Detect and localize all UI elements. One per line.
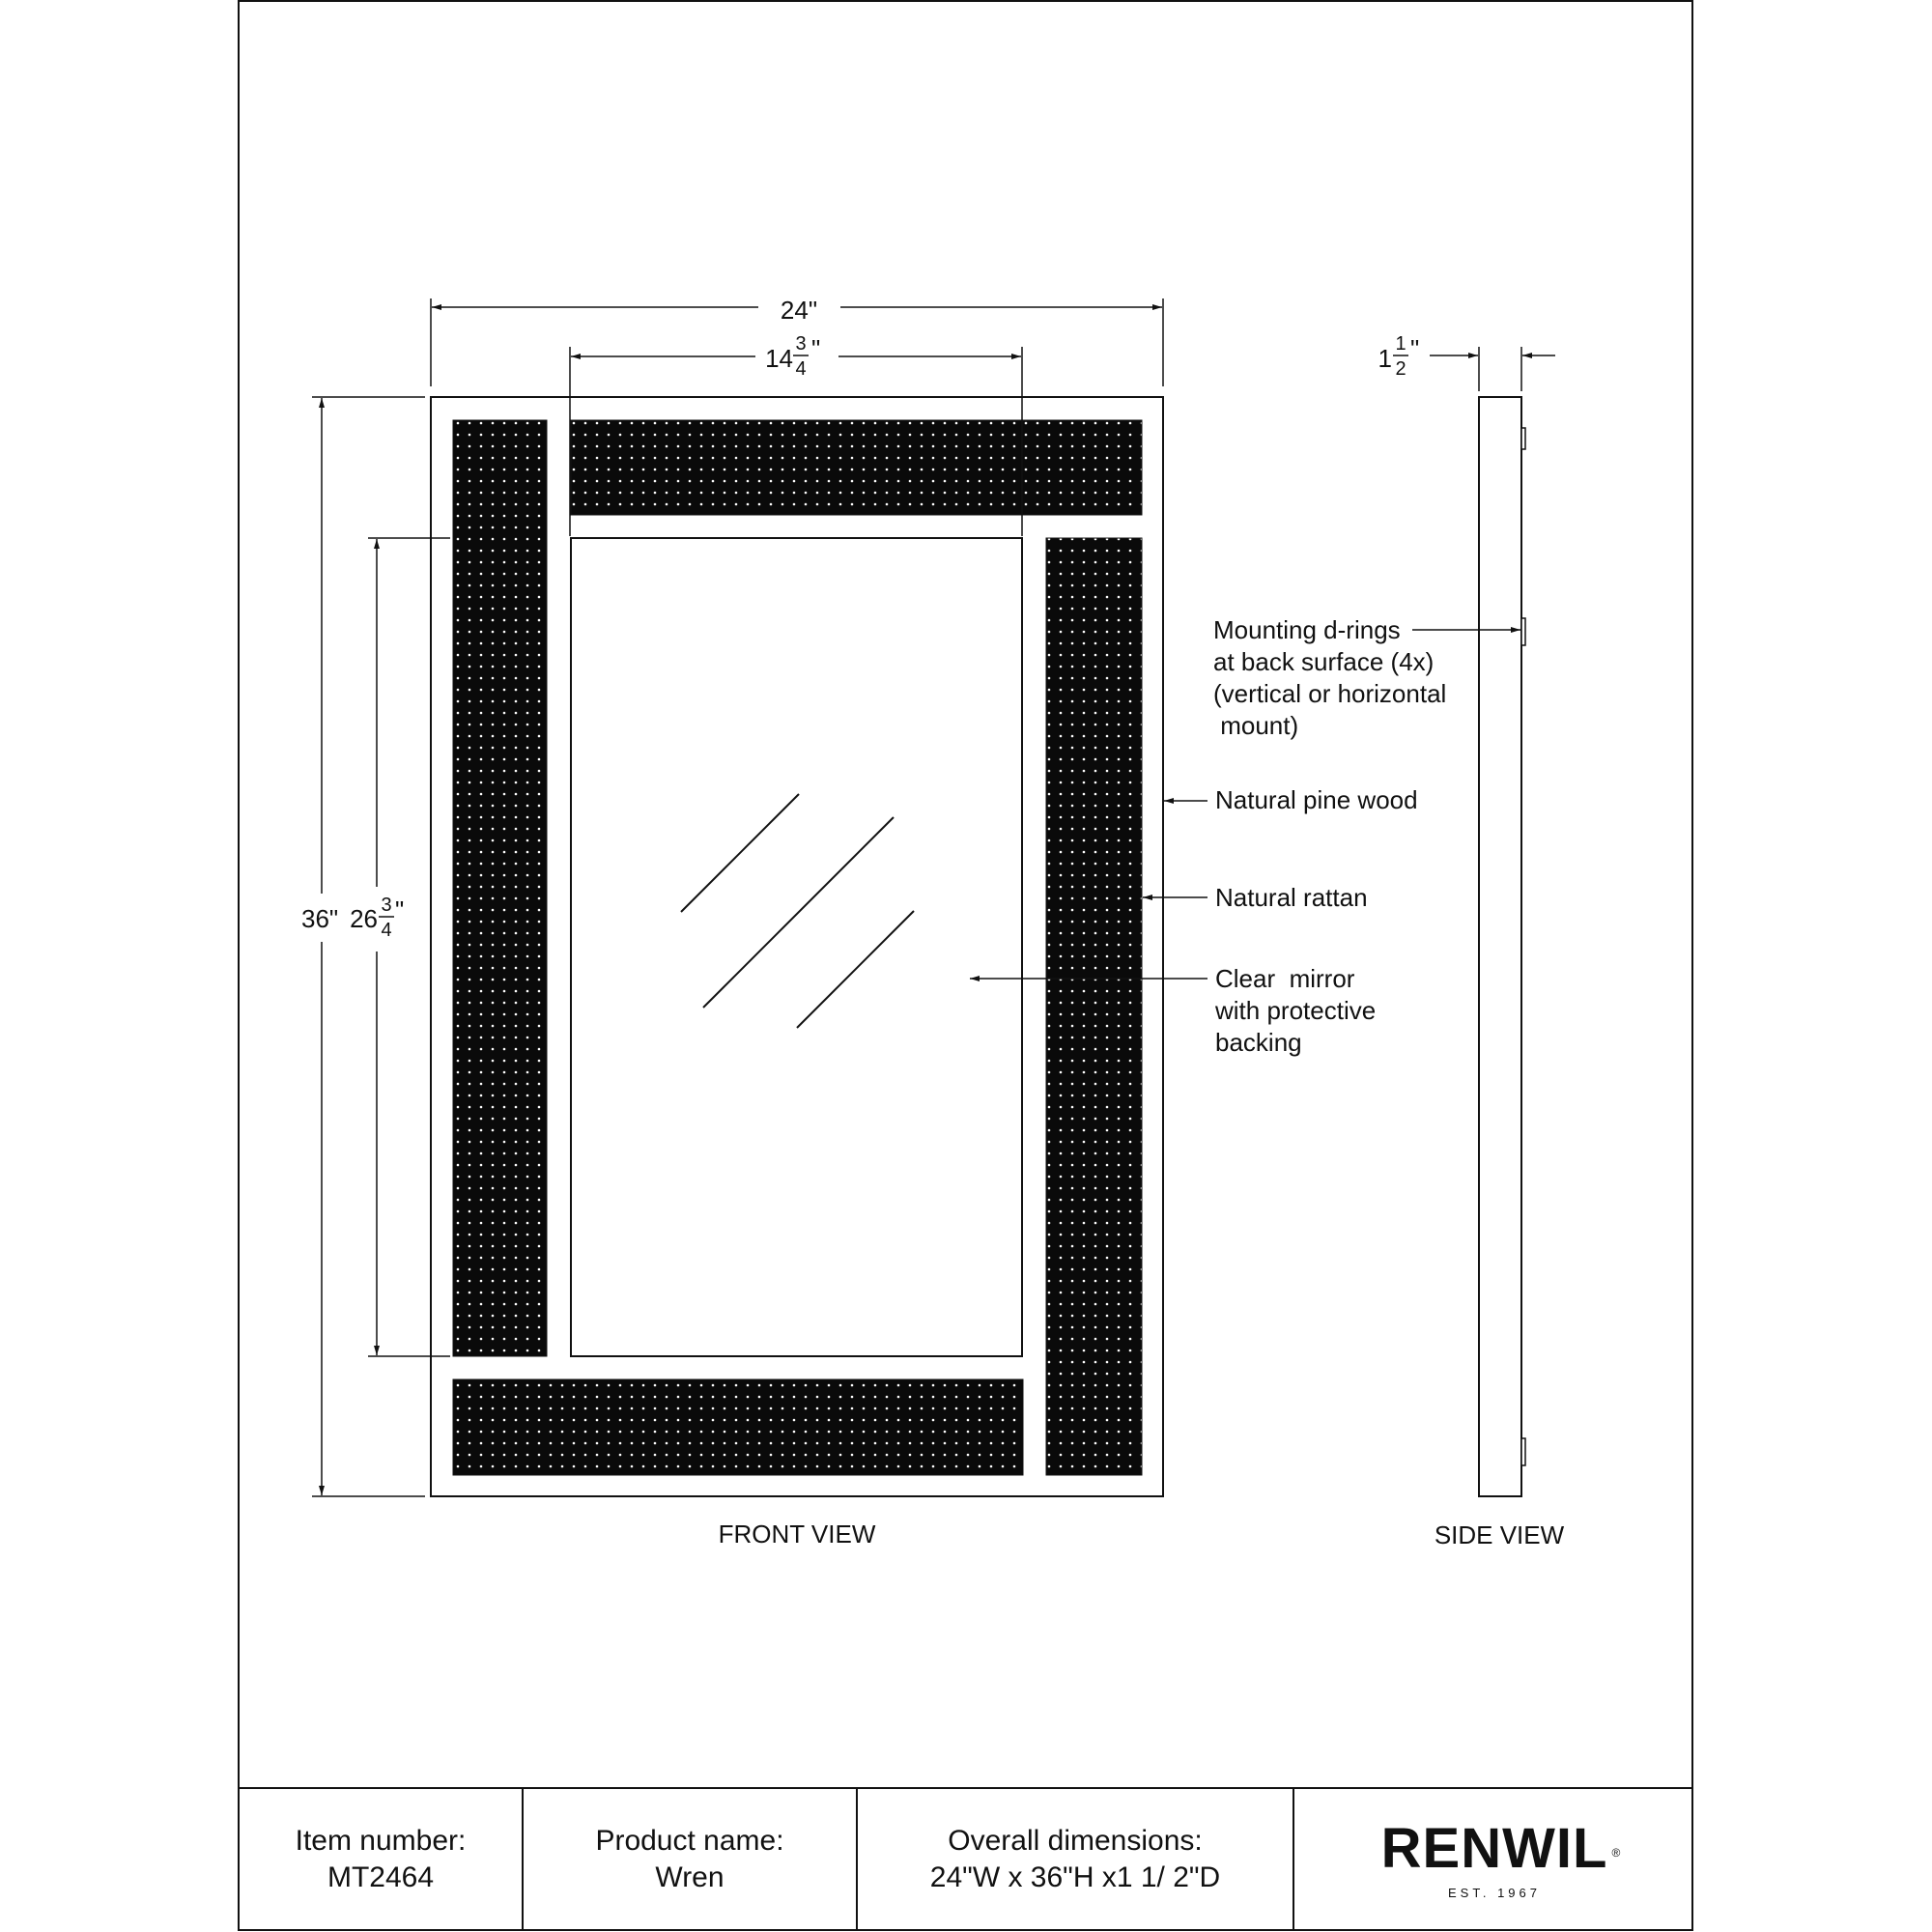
registered-mark: ® (1611, 1845, 1622, 1860)
callout-rattan: Natural rattan (1215, 883, 1368, 912)
dim-depth (1378, 333, 1420, 380)
svg-text:14: 14 (765, 344, 793, 373)
dim-overall-height: 36" (301, 904, 339, 933)
d-ring (1521, 428, 1525, 449)
svg-text:3: 3 (381, 895, 392, 916)
overall-dimensions-value: 24"W x 36"H x1 1/ 2"D (929, 1861, 1221, 1893)
callout-pine: Natural pine wood (1215, 785, 1418, 814)
svg-text:1: 1 (1395, 333, 1406, 355)
svg-text:": " (1410, 334, 1420, 363)
title-block-dimensions (859, 1789, 1292, 1930)
item-number-label: Item number: (295, 1825, 467, 1857)
brand-name: RENWIL ® (1380, 1816, 1622, 1880)
svg-text:": " (811, 334, 821, 363)
side-view-profile (1479, 397, 1521, 1496)
rattan-panel-bottom (453, 1379, 1023, 1475)
product-name-label: Product name: (595, 1825, 784, 1857)
svg-text:4: 4 (381, 920, 392, 941)
renwil-logo (1296, 1789, 1692, 1930)
svg-text:2: 2 (1395, 358, 1406, 380)
callout-d-rings: Mounting d-rings at back surface (4x) (vertical or horizontal mount) (1213, 615, 1447, 740)
svg-text:3: 3 (795, 333, 807, 355)
dim-overall-width: 24" (780, 296, 818, 325)
product-name-value: Wren (655, 1861, 724, 1893)
d-ring (1521, 1438, 1525, 1465)
rattan-panel-right (1046, 538, 1142, 1475)
rattan-panel-top (571, 420, 1142, 515)
overall-dimensions-label: Overall dimensions: (948, 1825, 1203, 1857)
svg-text:26: 26 (350, 904, 378, 933)
svg-text:4: 4 (795, 358, 807, 380)
callout-mirror: Clear mirror with protective backing (1215, 964, 1377, 1057)
item-number-value: MT2464 (327, 1861, 435, 1893)
title-block-item (241, 1789, 521, 1930)
dim-inner-width (765, 333, 820, 380)
mirror-glass (571, 538, 1022, 1356)
d-ring (1521, 618, 1525, 645)
rattan-panel-left (453, 420, 547, 1356)
svg-text:": " (395, 895, 405, 924)
dim-inner-height (350, 895, 404, 941)
brand-tagline: EST. 1967 (1448, 1885, 1541, 1900)
front-view-label: FRONT VIEW (718, 1520, 876, 1548)
side-view-label: SIDE VIEW (1434, 1520, 1565, 1549)
svg-text:1: 1 (1378, 344, 1392, 373)
title-block-product (525, 1789, 855, 1930)
